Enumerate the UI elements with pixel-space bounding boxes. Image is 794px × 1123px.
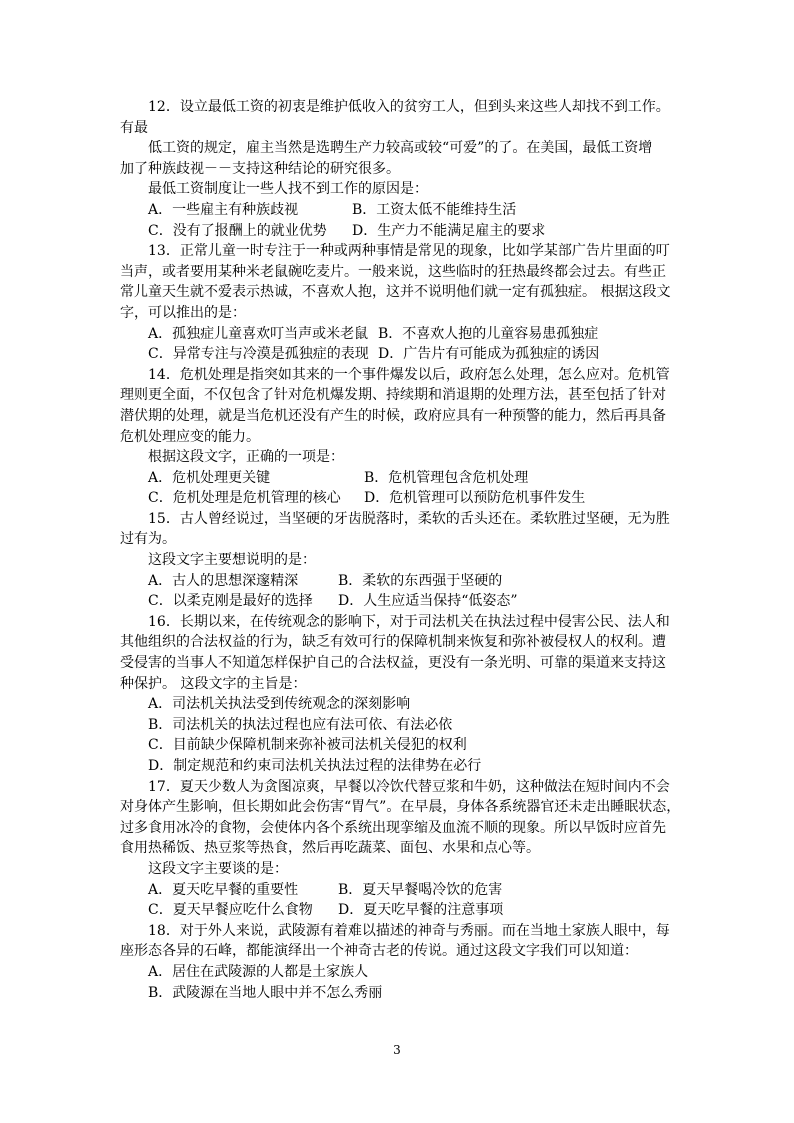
- question-text-line: 当声，或者要用某种米老鼠碗吃麦片。一般来说，这些临时的狂热最终都会过去。有些正: [120, 263, 666, 280]
- answer-option: A．古人的思想深邃精深: [148, 572, 299, 589]
- question-text-line: 16．长期以来，在传统观念的影响下，对于司法机关在执法过程中侵害公民、法人和: [148, 613, 670, 630]
- answer-option: A．夏天吃早餐的重要性: [148, 881, 299, 898]
- question-text-line: 最低工资制度让一些人找不到工作的原因是：: [148, 181, 428, 198]
- question-block: [120, 777, 680, 921]
- question-text-line: 危机处理应变的能力。: [120, 428, 260, 445]
- page-number: 3: [393, 1043, 401, 1057]
- question-text-line: 过有为。: [120, 531, 176, 548]
- question-text-line: 受侵害的当事人不知道怎样保护自己的合法权益，更没有一条光明、可靠的渠道来支持这: [120, 655, 666, 672]
- answer-options-row: [120, 900, 680, 921]
- answer-options-row: [120, 344, 680, 365]
- question-text-line: A．居住在武陵源的人都是土家族人: [148, 963, 369, 980]
- question-text-line: 18．对于外人来说，武陵源有着难以描述的神奇与秀丽。而在当地土家族人眼中，每: [148, 922, 670, 939]
- question-text-line: 食用热稀饭、热豆浆等热食，然后再吃蔬菜、面包、水果和点心等。: [120, 840, 540, 857]
- question-text-line: D．制定规范和约束司法机关执法过程的法律势在必行: [148, 758, 482, 774]
- question-text-line: 加了种族歧视－－支持这种结论的研究很多。: [120, 160, 400, 177]
- question-text-line: A．司法机关执法受到传统观念的深刻影响: [148, 696, 411, 713]
- answer-option: D．生产力不能满足雇主的要求: [352, 222, 546, 239]
- question-text-line: C．目前缺少保障机制来弥补被司法机关侵犯的权利: [148, 737, 467, 754]
- question-block: [120, 612, 680, 777]
- answer-option: C．以柔克刚是最好的选择: [148, 593, 313, 610]
- answer-option: C．异常专注与冷漠是孤独症的表现: [148, 346, 369, 363]
- answer-options-row: [120, 200, 680, 221]
- answer-options-row: [120, 324, 680, 345]
- answer-option: B．不喜欢人抱的儿童容易患孤独症: [378, 325, 599, 342]
- question-block: [120, 97, 680, 241]
- question-text-line: 其他组织的合法权益的行为，缺乏有效可行的保障机制来恢复和弥补被侵权人的权利。遭: [120, 634, 666, 651]
- answer-option: A．危机处理更关键: [148, 469, 271, 486]
- question-text-line: 对身体产生影响，但长期如此会伤害“胃气”。在早晨，身体各系统器官还未走出睡眠状态，: [120, 799, 681, 816]
- answer-option: B．工资太低不能维持生活: [352, 201, 517, 218]
- question-text-line: 15．古人曾经说过，当坚硬的牙齿脱落时，柔软的舌头还在。柔软胜过坚硬，无为胜: [148, 510, 670, 527]
- question-text-line: 潜伏期的处理，就是当危机还没有产生的时候，政府应具有一种预警的能力，然后再具备: [120, 407, 666, 424]
- answer-option: B．夏天早餐喝冷饮的危害: [338, 881, 503, 898]
- question-block: [120, 921, 680, 1003]
- question-block: [120, 365, 680, 509]
- answer-options-row: [120, 468, 680, 489]
- answer-option: D．人生应适当保持“低姿态”: [338, 593, 518, 610]
- question-text-line: 字，可以推出的是：: [120, 304, 246, 321]
- question-text-line: 理则更全面，不仅包含了针对危机爆发期、持续期和消退期的处理方法，甚至包括了针对: [120, 387, 666, 404]
- answer-options-row: [120, 221, 680, 242]
- question-text-line: 过多食用冰冷的食物，会使体内各个系统出现挛缩及血流不顺的现象。所以早饭时应首先: [120, 819, 666, 836]
- question-list: [120, 97, 680, 1003]
- question-text-line: 有最: [120, 119, 148, 136]
- question-text-line: 14．危机处理是指突如其来的一个事件爆发以后，政府怎么处理，怎么应对。危机管: [148, 366, 670, 383]
- answer-option: A．孤独症儿童喜欢叮当声或米老鼠: [148, 325, 369, 342]
- question-text-line: 座形态各异的石峰，都能演绎出一个神奇古老的传说。通过这段文字我们可以知道：: [120, 943, 638, 960]
- question-text-line: 种保护。 这段文字的主旨是：: [120, 675, 307, 692]
- question-text-line: 低工资的规定，雇主当然是选聘生产力较高或较“可爱”的了。在美国，最低工资增: [148, 140, 653, 157]
- question-text-line: B．司法机关的执法过程也应有法可依、有法必依: [148, 716, 453, 733]
- answer-option: B．柔软的东西强于坚硬的: [338, 572, 503, 589]
- answer-options-row: [120, 591, 680, 612]
- question-text-line: 12．设立最低工资的初衷是维护低收入的贫穷工人，但到头来这些人却找不到工作。: [148, 99, 670, 115]
- question-text-line: 13．正常儿童一时专注于一种或两种事情是常见的现象，比如学某部广告片里面的叮: [148, 243, 670, 260]
- question-text-line: 这段文字主要想说明的是：: [148, 552, 316, 569]
- answer-option: A．一些雇主有种族歧视: [148, 201, 299, 218]
- question-text-line: 常儿童天生就不爱表示热诚，不喜欢人抱，这并不说明他们就一定有孤独症。 根据这段文: [120, 284, 671, 301]
- answer-option: D．夏天吃早餐的注意事项: [338, 902, 504, 919]
- question-text-line: B．武陵源在当地人眼中并不怎么秀丽: [148, 984, 383, 1001]
- answer-option: C．危机处理是危机管理的核心: [148, 490, 341, 507]
- answer-option: C．没有了报酬上的就业优势: [148, 222, 327, 239]
- answer-option: C．夏天早餐应吃什么食物: [148, 902, 313, 919]
- answer-options-row: [120, 488, 680, 509]
- answer-options-row: [120, 571, 680, 592]
- answer-options-row: [120, 880, 680, 901]
- answer-option: D．广告片有可能成为孤独症的诱因: [378, 346, 600, 363]
- question-text-line: 这段文字主要谈的是：: [148, 860, 288, 877]
- answer-option: B．危机管理包含危机处理: [364, 469, 529, 486]
- question-text-line: 根据这段文字，正确的一项是：: [148, 449, 344, 466]
- question-block: [120, 509, 680, 612]
- question-block: [120, 241, 680, 365]
- question-text-line: 17．夏天少数人为贪图凉爽，早餐以冷饮代替豆浆和牛奶，这种做法在短时间内不会: [148, 778, 670, 795]
- answer-option: D．危机管理可以预防危机事件发生: [364, 490, 586, 507]
